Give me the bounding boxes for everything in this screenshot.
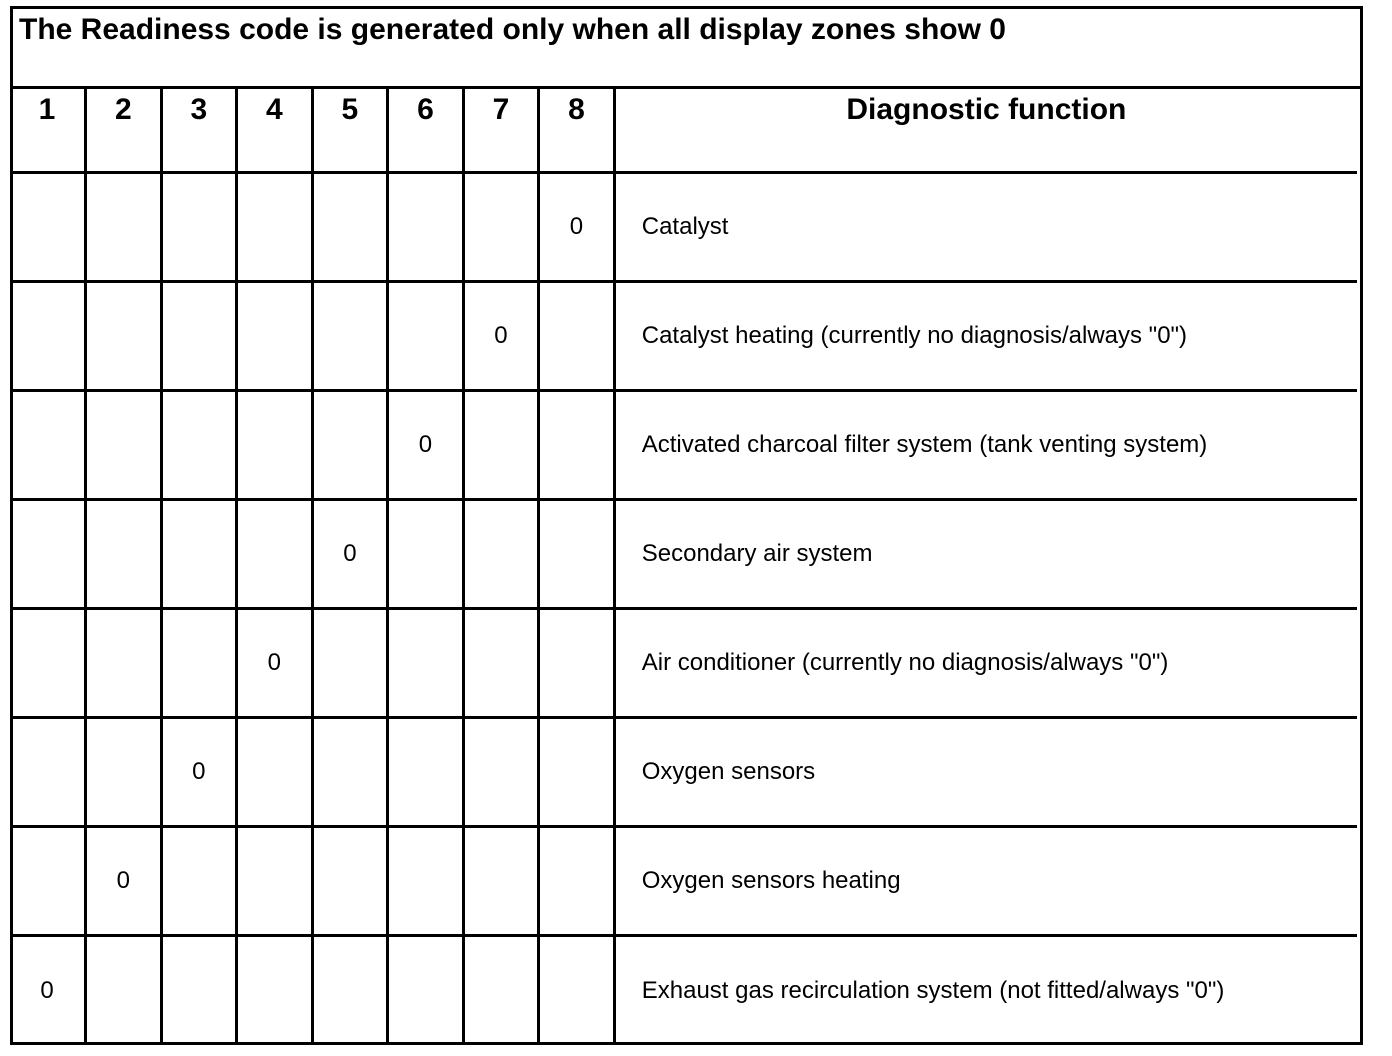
zone-cell: [312, 173, 388, 282]
diagnostic-function-cell: Oxygen sensors: [614, 718, 1357, 827]
zone-cell: [161, 500, 237, 609]
zone-cell: [388, 173, 464, 282]
zone-header-6: 6: [388, 88, 464, 173]
zone-cell: [463, 718, 539, 827]
zone-header-8: 8: [539, 88, 615, 173]
zone-cell: [463, 609, 539, 718]
diagnostic-function-cell: Activated charcoal filter system (tank venting system): [614, 391, 1357, 500]
zone-cell: [539, 391, 615, 500]
zone-cell: 0: [161, 718, 237, 827]
zone-header-2: 2: [86, 88, 162, 173]
zone-cell: 0: [86, 827, 162, 936]
diagnostic-function-cell: Air conditioner (currently no diagnosis/always "0"): [614, 609, 1357, 718]
table-row: [10, 500, 1357, 609]
readiness-code-table: [10, 86, 1357, 1045]
zone-cell: [312, 282, 388, 391]
zone-cell: 0: [539, 173, 615, 282]
diagnostic-function-cell: Secondary air system: [614, 500, 1357, 609]
zone-cell: [161, 391, 237, 500]
zone-cell: [10, 827, 86, 936]
zone-cell: [463, 173, 539, 282]
zone-header-1: 1: [10, 88, 86, 173]
zone-cell: [237, 827, 313, 936]
zone-cell: [388, 936, 464, 1045]
diagnostic-function-header: Diagnostic function: [614, 88, 1357, 173]
diagnostic-function-cell: Oxygen sensors heating: [614, 827, 1357, 936]
zone-header-4: 4: [237, 88, 313, 173]
zone-cell: [10, 500, 86, 609]
zone-cell: [539, 500, 615, 609]
zone-cell: [463, 936, 539, 1045]
zone-cell: [86, 282, 162, 391]
zone-cell: [161, 936, 237, 1045]
readiness-code-table-frame: [10, 6, 1363, 1045]
zone-cell: [312, 718, 388, 827]
table-row: [10, 827, 1357, 936]
zone-cell: [463, 391, 539, 500]
zone-cell: [388, 718, 464, 827]
zone-header-3: 3: [161, 88, 237, 173]
zone-cell: [237, 282, 313, 391]
zone-cell: [463, 500, 539, 609]
zone-cell: [161, 827, 237, 936]
diagnostic-function-cell: Exhaust gas recirculation system (not fitted/always "0"): [614, 936, 1357, 1045]
zone-cell: [86, 718, 162, 827]
zone-cell: [10, 282, 86, 391]
zone-cell: [539, 609, 615, 718]
table-row: [10, 718, 1357, 827]
zone-cell: 0: [237, 609, 313, 718]
zone-cell: [237, 718, 313, 827]
table-row: [10, 936, 1357, 1045]
zone-cell: [539, 718, 615, 827]
zone-cell: [161, 282, 237, 391]
zone-cell: [312, 391, 388, 500]
diagnostic-function-cell: Catalyst: [614, 173, 1357, 282]
zone-cell: [388, 282, 464, 391]
table-title-row: [13, 9, 1360, 89]
zone-cell: [388, 609, 464, 718]
zone-cell: [388, 827, 464, 936]
diagnostic-function-cell: Catalyst heating (currently no diagnosis/always "0"): [614, 282, 1357, 391]
zone-header-7: 7: [463, 88, 539, 173]
zone-cell: [86, 936, 162, 1045]
zone-cell: [237, 936, 313, 1045]
zone-cell: [161, 173, 237, 282]
zone-cell: [86, 609, 162, 718]
table-row: [10, 609, 1357, 718]
zone-cell: [237, 173, 313, 282]
zone-cell: [237, 391, 313, 500]
zone-cell: [161, 609, 237, 718]
zone-cell: [312, 936, 388, 1045]
zone-header-5: 5: [312, 88, 388, 173]
zone-cell: 0: [10, 936, 86, 1045]
zone-cell: 0: [388, 391, 464, 500]
zone-cell: [312, 827, 388, 936]
zone-cell: [463, 827, 539, 936]
zone-cell: 0: [463, 282, 539, 391]
table-row: [10, 282, 1357, 391]
table-row: [10, 173, 1357, 282]
zone-cell: [539, 827, 615, 936]
zone-cell: [312, 609, 388, 718]
header-row: [10, 88, 1357, 173]
zone-cell: [539, 936, 615, 1045]
zone-cell: [10, 718, 86, 827]
zone-cell: [10, 609, 86, 718]
zone-cell: [539, 282, 615, 391]
table-row: [10, 391, 1357, 500]
zone-cell: [86, 391, 162, 500]
zone-cell: [86, 173, 162, 282]
zone-cell: [388, 500, 464, 609]
table-title: The Readiness code is generated only when all display zones show 0: [19, 13, 1006, 46]
table-body: [10, 173, 1357, 1045]
zone-cell: 0: [312, 500, 388, 609]
zone-cell: [86, 500, 162, 609]
zone-cell: [10, 391, 86, 500]
zone-cell: [10, 173, 86, 282]
zone-cell: [237, 500, 313, 609]
